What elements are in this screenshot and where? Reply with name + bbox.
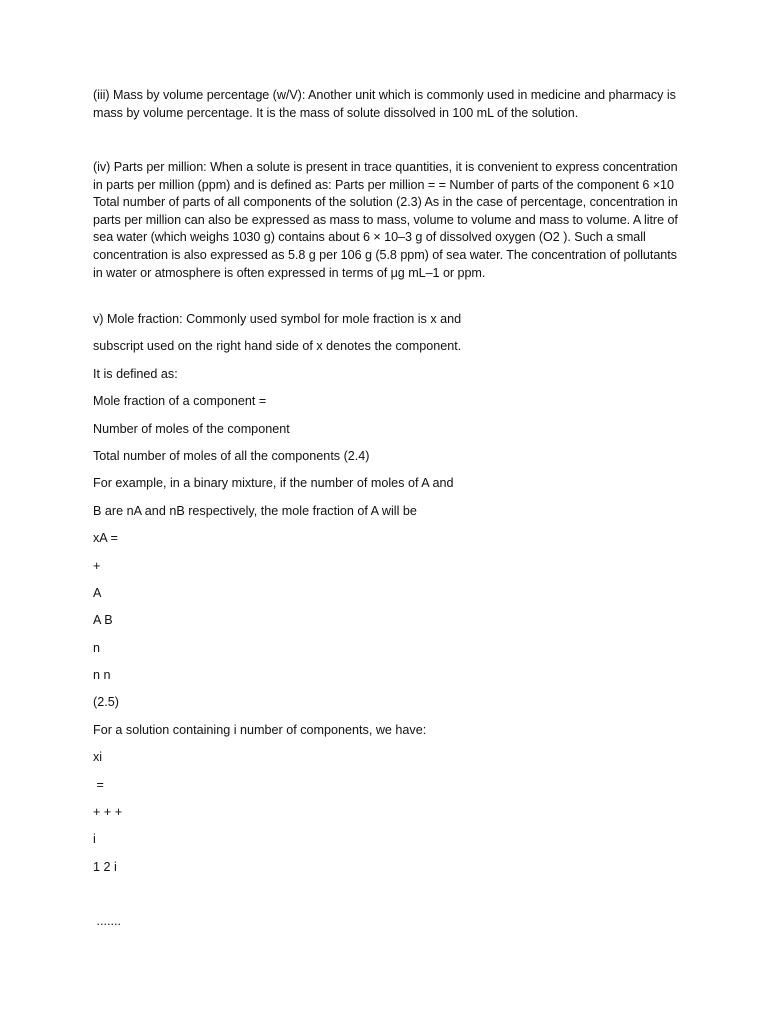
paragraph-parts-per-million: (iv) Parts per million: When a solute is present in trace quantities, it is convenient to express concentration in parts per million (ppm) and is defined as: Parts per million = = Number of parts of the component 6 ×10 Total number of parts of all components of the solution (2.3) As in the case of percentage, concentration in parts per million can also be expressed as mass to mass, volume to volume and mass to volume. A litre of sea water (which weighs 1030 g) contains about 6 × 10–3 g of dissolved oxygen (O2 ). Such a small concentration is also expressed as 5.8 g per 106 g (5.8 ppm) of sea water. The concentration of pollutants in water or atmosphere is often expressed in terms of μg mL–1 or ppm. <box>93 160 678 280</box>
equation-number: (2.5) <box>93 695 119 709</box>
text-line: For a solution containing i number of components, we have: <box>93 723 427 737</box>
text-line: subscript used on the right hand side of x denotes the component. <box>93 339 462 353</box>
formula-line: 1 2 i <box>93 860 117 874</box>
formula-line: A B <box>93 613 113 627</box>
paragraph-mass-by-volume: (iii) Mass by volume percentage (w/V): Another unit which is commonly used in medicine and pharmacy is mass by volume percentage. It is the mass of solute dissolved in 100 mL of the solution. <box>93 88 676 120</box>
formula-line: + <box>93 559 101 573</box>
formula-line: n n <box>93 668 111 682</box>
text-line: Number of moles of the component <box>93 422 290 436</box>
formula-line: i <box>93 832 96 846</box>
formula-line: + + + <box>93 805 123 819</box>
formula-line: A <box>93 586 102 600</box>
text-line: Total number of moles of all the components (2.4) <box>93 449 370 463</box>
text-line: v) Mole fraction: Commonly used symbol for mole fraction is x and <box>93 312 462 326</box>
formula-line: xi <box>93 750 103 764</box>
formula-line: = <box>93 778 104 792</box>
formula-line: xA = <box>93 531 118 545</box>
ellipsis-line: ....... <box>93 914 121 928</box>
text-line: For example, in a binary mixture, if the number of moles of A and <box>93 476 454 490</box>
formula-line: n <box>93 641 101 655</box>
text-line: It is defined as: <box>93 367 178 381</box>
text-line: B are nA and nB respectively, the mole fraction of A will be <box>93 504 417 518</box>
text-line: Mole fraction of a component = <box>93 394 267 408</box>
